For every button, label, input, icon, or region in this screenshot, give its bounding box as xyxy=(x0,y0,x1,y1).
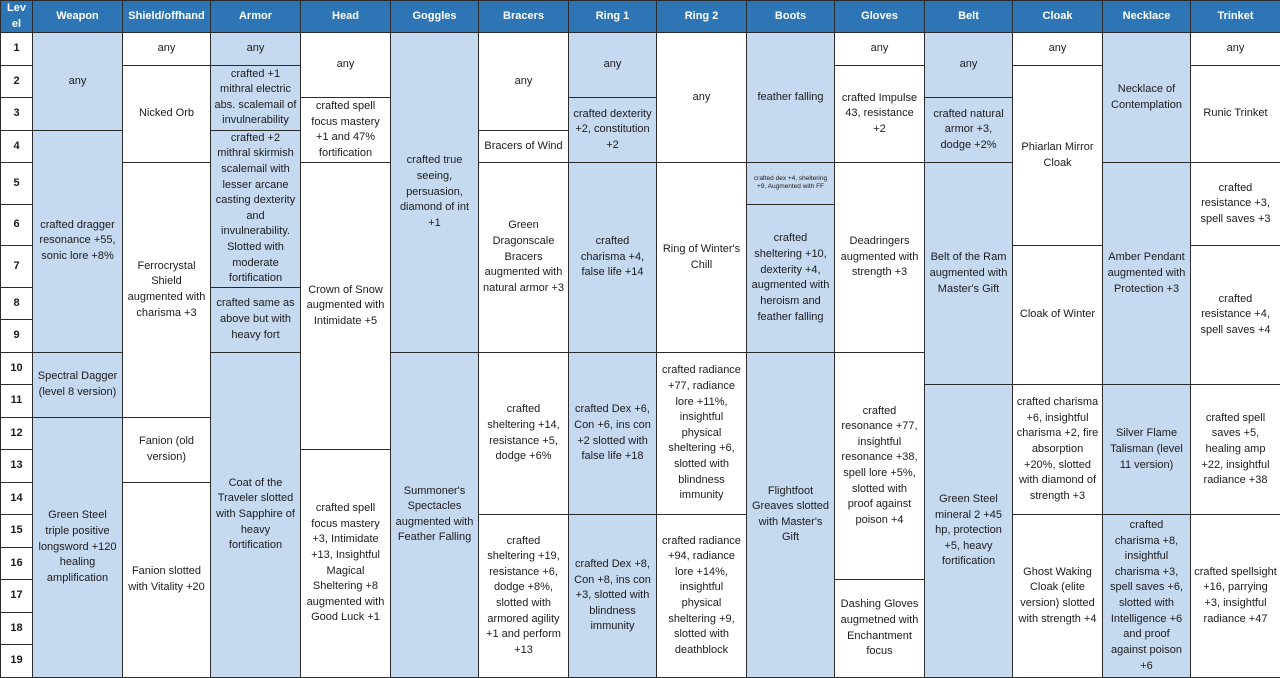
boots-cell: feather falling xyxy=(747,33,835,163)
level-cell: 19 xyxy=(1,645,33,678)
belt-cell: Belt of the Ram augmented with Master's Gift xyxy=(925,163,1013,385)
header-armor: Armor xyxy=(211,1,301,33)
armor-cell: crafted +2 mithral skirmish scalemail with lesser arcane casting dexterity and invulnerability. Slotted with moderate fortification xyxy=(211,130,301,287)
armor-cell: any xyxy=(211,33,301,66)
necklace-cell: crafted charisma +8, insightful charisma +3, spell saves +6, slotted with Intelligence +6 and proof against poison +6 xyxy=(1103,515,1191,678)
level-cell: 17 xyxy=(1,580,33,613)
header-shield-offhand: Shield/offhand xyxy=(123,1,211,33)
level-row xyxy=(1,33,1280,66)
cloak-cell: Cloak of Winter xyxy=(1013,246,1103,385)
bracers-cell: Green Dragonscale Bracers augmented with natural armor +3 xyxy=(479,163,569,353)
gear-table-body xyxy=(1,33,1280,678)
level-cell: 18 xyxy=(1,612,33,645)
header-trinket: Trinket xyxy=(1191,1,1280,33)
ring-1-cell: crafted Dex +8, Con +8, ins con +3, slotted with blindness immunity xyxy=(569,515,657,678)
ring-1-cell: crafted charisma +4, false life +14 xyxy=(569,163,657,353)
ring-2-cell: crafted radiance +77, radiance lore +11%, insightful physical sheltering +6, slotted with blindness immunity xyxy=(657,352,747,515)
header-row xyxy=(1,1,1280,33)
shield-offhand-cell: Fanion slotted with Vitality +20 xyxy=(123,482,211,677)
trinket-cell: crafted spellsight +16, parrying +3, insightful radiance +47 xyxy=(1191,515,1280,678)
header-goggles: Goggles xyxy=(391,1,479,33)
bracers-cell: crafted sheltering +14, resistance +5, dodge +6% xyxy=(479,352,569,515)
header-ring-2: Ring 2 xyxy=(657,1,747,33)
necklace-cell: Silver Flame Talisman (level 11 version) xyxy=(1103,385,1191,515)
bracers-cell: crafted sheltering +19, resistance +6, dodge +8%, slotted with armored agility +1 and perform +13 xyxy=(479,515,569,678)
boots-cell: crafted dex +4, sheltering +9, Augmented with FF xyxy=(747,163,835,205)
trinket-cell: Runic Trinket xyxy=(1191,65,1280,163)
trinket-cell: crafted spell saves +5, healing amp +22, insightful radiance +38 xyxy=(1191,385,1280,515)
goggles-cell: Summoner's Spectacles augmented with Feather Falling xyxy=(391,352,479,677)
head-cell: Crown of Snow augmented with Intimidate +5 xyxy=(301,163,391,450)
armor-cell: crafted +1 mithral electric abs. scalemail of invulnerability xyxy=(211,65,301,130)
cloak-cell: Phiarlan Mirror Cloak xyxy=(1013,65,1103,246)
belt-cell: Green Steel mineral 2 +45 hp, protection +5, heavy fortification xyxy=(925,385,1013,678)
cloak-cell: any xyxy=(1013,33,1103,66)
trinket-cell: crafted resistance +4, spell saves +4 xyxy=(1191,246,1280,385)
level-cell: 11 xyxy=(1,385,33,418)
shield-offhand-cell: Ferrocrystal Shield augmented with charisma +3 xyxy=(123,163,211,418)
gloves-cell: Deadringers augmented with strength +3 xyxy=(835,163,925,353)
weapon-cell: any xyxy=(33,33,123,131)
level-cell: 5 xyxy=(1,163,33,205)
bracers-cell: any xyxy=(479,33,569,131)
ring-1-cell: any xyxy=(569,33,657,98)
level-cell: 16 xyxy=(1,547,33,580)
level-cell: 1 xyxy=(1,33,33,66)
level-cell: 15 xyxy=(1,515,33,548)
level-cell: 12 xyxy=(1,417,33,450)
cloak-cell: Ghost Waking Cloak (elite version) slotted with strength +4 xyxy=(1013,515,1103,678)
header-bracers: Bracers xyxy=(479,1,569,33)
cloak-cell: crafted charisma +6, insightful charisma +2, fire absorption +20%, slotted with diamond of strength +3 xyxy=(1013,385,1103,515)
header-level: Level xyxy=(1,1,33,33)
weapon-cell: Spectral Dagger (level 8 version) xyxy=(33,352,123,417)
armor-cell: crafted same as above but with heavy fort xyxy=(211,287,301,352)
boots-cell: crafted sheltering +10, dexterity +4, augmented with heroism and feather falling xyxy=(747,204,835,352)
header-gloves: Gloves xyxy=(835,1,925,33)
level-cell: 2 xyxy=(1,65,33,98)
head-cell: crafted spell focus mastery +3, Intimidate +13, Insightful Magical Sheltering +8 augmented with Good Luck +1 xyxy=(301,450,391,678)
trinket-cell: crafted resistance +3, spell saves +3 xyxy=(1191,163,1280,246)
necklace-cell: Amber Pendant augmented with Protection +3 xyxy=(1103,163,1191,385)
header-boots: Boots xyxy=(747,1,835,33)
ring-2-cell: Ring of Winter's Chill xyxy=(657,163,747,353)
ring-1-cell: crafted dexterity +2, constitution +2 xyxy=(569,98,657,163)
weapon-cell: crafted dragger resonance +55, sonic lore +8% xyxy=(33,130,123,352)
header-weapon: Weapon xyxy=(33,1,123,33)
belt-cell: any xyxy=(925,33,1013,98)
boots-cell: Flightfoot Greaves slotted with Master's Gift xyxy=(747,352,835,677)
level-cell: 3 xyxy=(1,98,33,131)
belt-cell: crafted natural armor +3, dodge +2% xyxy=(925,98,1013,163)
header-cloak: Cloak xyxy=(1013,1,1103,33)
gloves-cell: crafted Impulse 43, resistance +2 xyxy=(835,65,925,163)
level-cell: 9 xyxy=(1,320,33,353)
goggles-cell: crafted true seeing, persuasion, diamond of int +1 xyxy=(391,33,479,353)
level-cell: 14 xyxy=(1,482,33,515)
head-cell: any xyxy=(301,33,391,98)
shield-offhand-cell: Nicked Orb xyxy=(123,65,211,163)
ring-2-cell: crafted radiance +94, radiance lore +14%, insightful physical sheltering +9, slotted with deathblock xyxy=(657,515,747,678)
header-belt: Belt xyxy=(925,1,1013,33)
necklace-cell: Necklace of Contemplation xyxy=(1103,33,1191,163)
bracers-cell: Bracers of Wind xyxy=(479,130,569,163)
ring-2-cell: any xyxy=(657,33,747,163)
header-necklace: Necklace xyxy=(1103,1,1191,33)
gloves-cell: any xyxy=(835,33,925,66)
level-cell: 13 xyxy=(1,450,33,483)
gloves-cell: crafted resonance +77, insightful resonance +38, spell lore +5%, slotted with proof against poison +4 xyxy=(835,352,925,580)
gloves-cell: Dashing Gloves augmetned with Enchantment focus xyxy=(835,580,925,678)
level-cell: 10 xyxy=(1,352,33,385)
weapon-cell: Green Steel triple positive longsword +120 healing amplification xyxy=(33,417,123,677)
level-cell: 6 xyxy=(1,204,33,246)
shield-offhand-cell: any xyxy=(123,33,211,66)
shield-offhand-cell: Fanion (old version) xyxy=(123,417,211,482)
ring-1-cell: crafted Dex +6, Con +6, ins con +2 slotted with false life +18 xyxy=(569,352,657,515)
level-cell: 4 xyxy=(1,130,33,163)
head-cell: crafted spell focus mastery +1 and 47% fortification xyxy=(301,98,391,163)
level-cell: 7 xyxy=(1,246,33,288)
armor-cell: Coat of the Traveler slotted with Sapphire of heavy fortification xyxy=(211,352,301,677)
level-cell: 8 xyxy=(1,287,33,320)
header-head: Head xyxy=(301,1,391,33)
trinket-cell: any xyxy=(1191,33,1280,66)
header-ring-1: Ring 1 xyxy=(569,1,657,33)
